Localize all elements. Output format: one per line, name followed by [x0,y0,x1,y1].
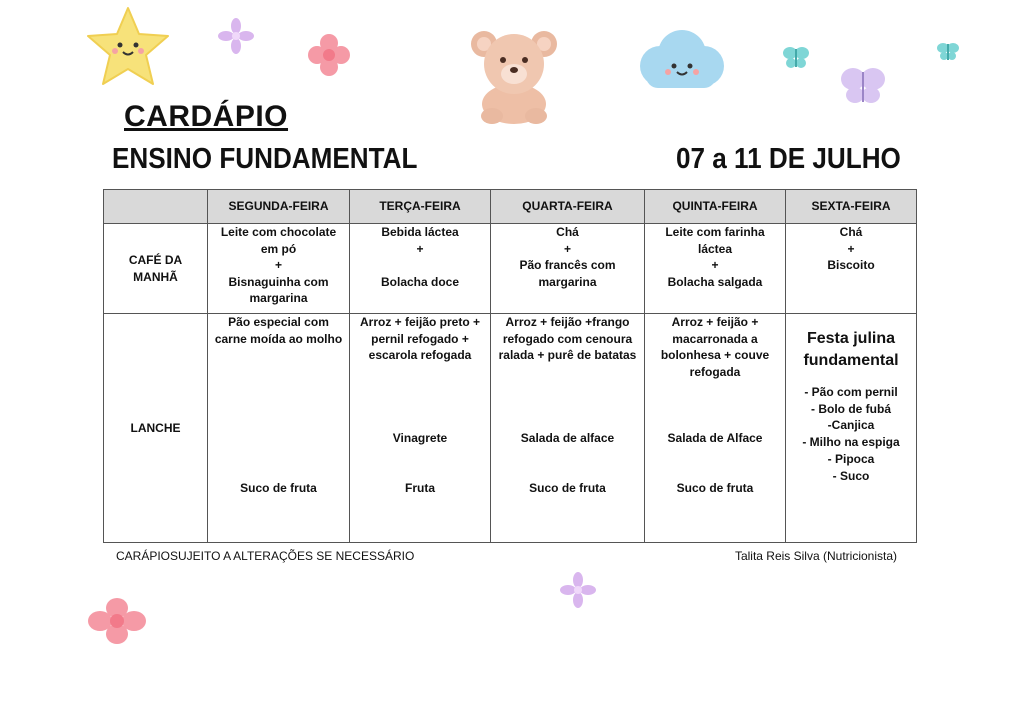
festa-title: Festa julina fundamental [803,330,899,369]
menu-table [103,189,917,543]
row-label: LANCHE [104,314,208,543]
star-icon [84,4,172,88]
row-label: CAFÉ DA MANHÃ [104,224,208,314]
list-item: - Bolo de fubá [811,401,891,416]
lunch-row [104,314,917,543]
menu-cell: Pão especial com carne moída ao molho Suco de fruta [208,314,350,543]
disclaimer: CARÁPIOSUJEITO A ALTERAÇÕES SE NECESSÁRIO [116,549,415,563]
day-header: QUINTA-FEIRA [645,190,786,224]
school-level: ENSINO FUNDAMENTAL [112,143,418,175]
day-header: TERÇA-FEIRA [350,190,491,224]
teddy-bear-icon [466,26,562,124]
list-item: - Milho na espiga [802,435,900,450]
menu-cell: Arroz + feijão preto + pernil refogado + escarola refogada Vinagrete Fruta [350,314,491,543]
list-item: -Canjica [827,418,875,433]
cloud-icon [632,26,728,96]
festa-items [790,384,912,484]
menu-cell: Arroz + feijão + macarronada a bolonhesa + couve refogada Salada de Alface Suco de fruta [645,314,786,543]
menu-cell: Leite com farinha láctea + Bolacha salgada [645,224,786,314]
flower-icon [218,18,254,54]
list-item: - Pipoca [827,451,875,466]
flower-icon [560,572,596,608]
table-header-row [104,190,917,224]
day-header: SEXTA-FEIRA [786,190,917,224]
breakfast-row [104,224,917,314]
menu-cell: Chá + Biscoito [786,224,917,314]
corner-cell [104,190,208,224]
list-item: - Suco [832,468,870,483]
menu-cell: Leite com chocolate em pó + Bisnaguinha com margarina [208,224,350,314]
flower-icon [88,597,146,645]
date-range: 07 a 11 DE JULHO [676,143,901,175]
menu-cell: Bebida láctea + Bolacha doce [350,224,491,314]
day-header: QUARTA-FEIRA [491,190,645,224]
day-header: SEGUNDA-FEIRA [208,190,350,224]
list-item: - Pão com pernil [804,385,898,399]
butterfly-icon [840,64,886,108]
menu-cell-festa [786,314,917,543]
butterfly-icon [936,40,960,64]
nutritionist-signature: Talita Reis Silva (Nutricionista) [734,549,897,563]
menu-cell: Arroz + feijão +frango refogado com cenoura ralada + purê de batatas Salada de alface Suco de fruta [491,314,645,543]
menu-cell: Chá + Pão francês com margarina [491,224,645,314]
page-title: CARDÁPIO [124,100,289,133]
flower-icon [307,33,351,77]
butterfly-icon [782,44,810,72]
